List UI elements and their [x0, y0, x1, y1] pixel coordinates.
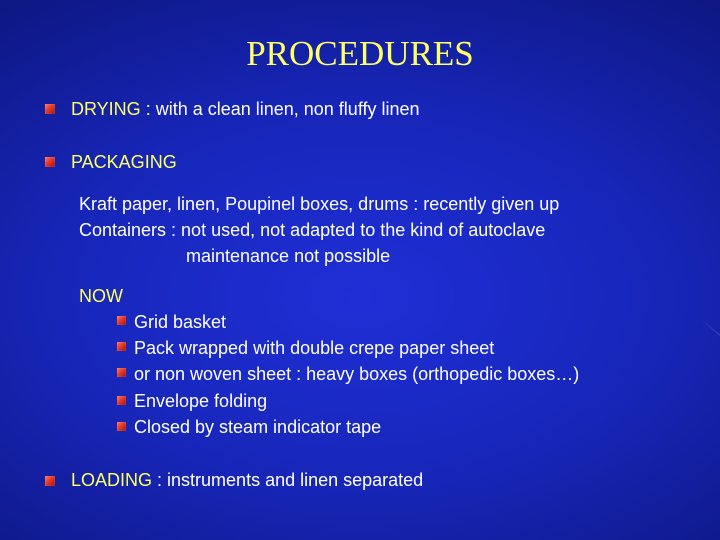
now-item-4: Envelope folding	[134, 391, 268, 411]
sub-bullet-square-icon	[117, 342, 126, 351]
now-item-2: Pack wrapped with double crepe paper sheet	[134, 338, 495, 358]
bullet-square-icon	[45, 157, 55, 167]
sub-bullet-square-icon	[117, 396, 126, 405]
now-item-5: Closed by steam indicator tape	[134, 417, 382, 437]
bullet-square-icon	[45, 476, 55, 486]
packaging-line-3: maintenance not possible	[186, 246, 391, 266]
loading-keyword: LOADING	[71, 470, 153, 490]
loading-text: : instruments and linen separated	[152, 470, 424, 490]
bullet-square-icon	[45, 104, 55, 114]
drying-line	[71, 98, 420, 120]
now-item-3: or non woven sheet : heavy boxes (orthopedic boxes…)	[134, 364, 580, 384]
packaging-line-2: Containers : not used, not adapted to the kind of autoclave	[79, 220, 546, 240]
slide-title: PROCEDURES	[246, 34, 474, 73]
loading-line	[71, 469, 423, 491]
decorative-streak	[700, 318, 720, 357]
packaging-line-1: Kraft paper, linen, Poupinel boxes, drums : recently given up	[79, 194, 560, 214]
now-keyword: NOW	[79, 286, 123, 306]
packaging-keyword: PACKAGING	[71, 152, 177, 172]
drying-keyword: DRYING	[71, 99, 141, 119]
sub-bullet-square-icon	[117, 422, 126, 431]
drying-text: : with a clean linen, non fluffy linen	[140, 99, 420, 119]
now-item-1: Grid basket	[134, 312, 227, 332]
sub-bullet-square-icon	[117, 368, 126, 377]
sub-bullet-square-icon	[117, 316, 126, 325]
